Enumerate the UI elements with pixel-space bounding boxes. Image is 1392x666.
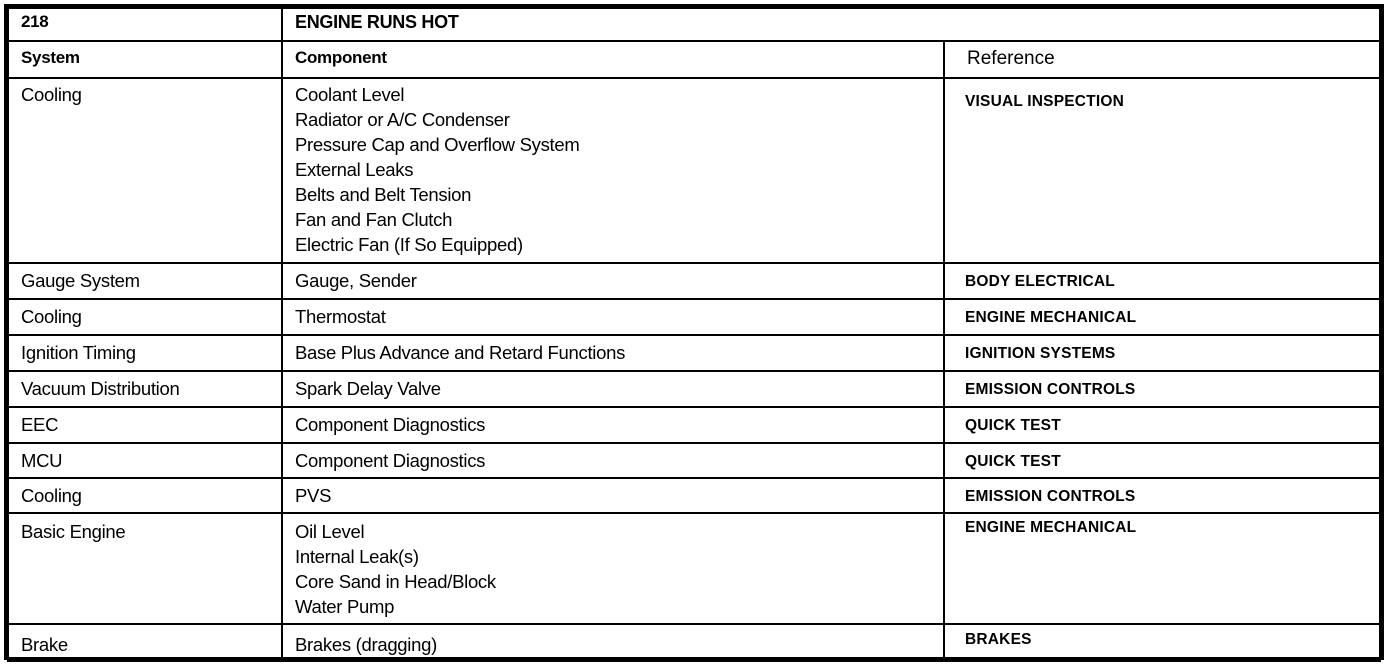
- system-cell: Basic Engine: [8, 513, 282, 624]
- table-row: [8, 371, 1380, 407]
- component-item: Oil Level: [295, 521, 365, 542]
- table-row: [8, 299, 1380, 335]
- component-item: Fan and Fan Clutch: [295, 209, 453, 230]
- table-row: [8, 407, 1380, 443]
- column-header-reference: Reference: [944, 41, 1380, 78]
- system-cell: Gauge System: [8, 263, 282, 299]
- column-header-component: Component: [282, 41, 944, 78]
- system-cell: Ignition Timing: [8, 335, 282, 371]
- column-header-row: [8, 41, 1380, 78]
- system-cell: EEC: [8, 407, 282, 443]
- reference-cell: VISUAL INSPECTION: [944, 78, 1380, 263]
- component-item: External Leaks: [295, 159, 414, 180]
- component-cell: Component Diagnostics: [282, 443, 944, 478]
- diagnostic-chart: [4, 4, 1384, 660]
- reference-cell: IGNITION SYSTEMS: [944, 335, 1380, 371]
- chart-title: ENGINE RUNS HOT: [282, 8, 1380, 41]
- component-item: Pressure Cap and Overflow System: [295, 134, 580, 155]
- component-cell: Spark Delay Valve: [282, 371, 944, 407]
- reference-cell: BODY ELECTRICAL: [944, 263, 1380, 299]
- system-cell: MCU: [8, 443, 282, 478]
- reference-cell: QUICK TEST: [944, 443, 1380, 478]
- table-row: [8, 443, 1380, 478]
- component-item: Coolant Level: [295, 84, 405, 105]
- system-cell: Brake: [8, 624, 282, 661]
- system-cell: Cooling: [8, 78, 282, 263]
- reference-cell: EMISSION CONTROLS: [944, 371, 1380, 407]
- reference-cell: ENGINE MECHANICAL: [944, 513, 1380, 624]
- component-cell: Component Diagnostics: [282, 407, 944, 443]
- system-cell: Vacuum Distribution: [8, 371, 282, 407]
- table-row: [8, 513, 1380, 624]
- table-row: [8, 624, 1380, 661]
- table-row: [8, 335, 1380, 371]
- reference-cell: BRAKES: [944, 624, 1380, 661]
- chart-code: 218: [8, 8, 282, 41]
- reference-cell: ENGINE MECHANICAL: [944, 299, 1380, 335]
- component-item: Internal Leak(s): [295, 546, 419, 567]
- component-item: Electric Fan (If So Equipped): [295, 234, 523, 255]
- table-row: [8, 78, 1380, 263]
- component-cell: [282, 78, 944, 263]
- component-cell: [282, 513, 944, 624]
- component-cell: Base Plus Advance and Retard Functions: [282, 335, 944, 371]
- component-item: Water Pump: [295, 596, 395, 617]
- component-item: Core Sand in Head/Block: [295, 571, 496, 592]
- table-row: [8, 478, 1380, 513]
- column-header-system: System: [8, 41, 282, 78]
- diagnostic-table: [7, 7, 1381, 662]
- component-cell: PVS: [282, 478, 944, 513]
- component-cell: Thermostat: [282, 299, 944, 335]
- table-row: [8, 263, 1380, 299]
- system-cell: Cooling: [8, 478, 282, 513]
- title-row: [8, 8, 1380, 41]
- component-cell: Gauge, Sender: [282, 263, 944, 299]
- component-cell: Brakes (dragging): [282, 624, 944, 661]
- system-cell: Cooling: [8, 299, 282, 335]
- component-item: Belts and Belt Tension: [295, 184, 472, 205]
- component-item: Radiator or A/C Condenser: [295, 109, 510, 130]
- reference-cell: QUICK TEST: [944, 407, 1380, 443]
- reference-cell: EMISSION CONTROLS: [944, 478, 1380, 513]
